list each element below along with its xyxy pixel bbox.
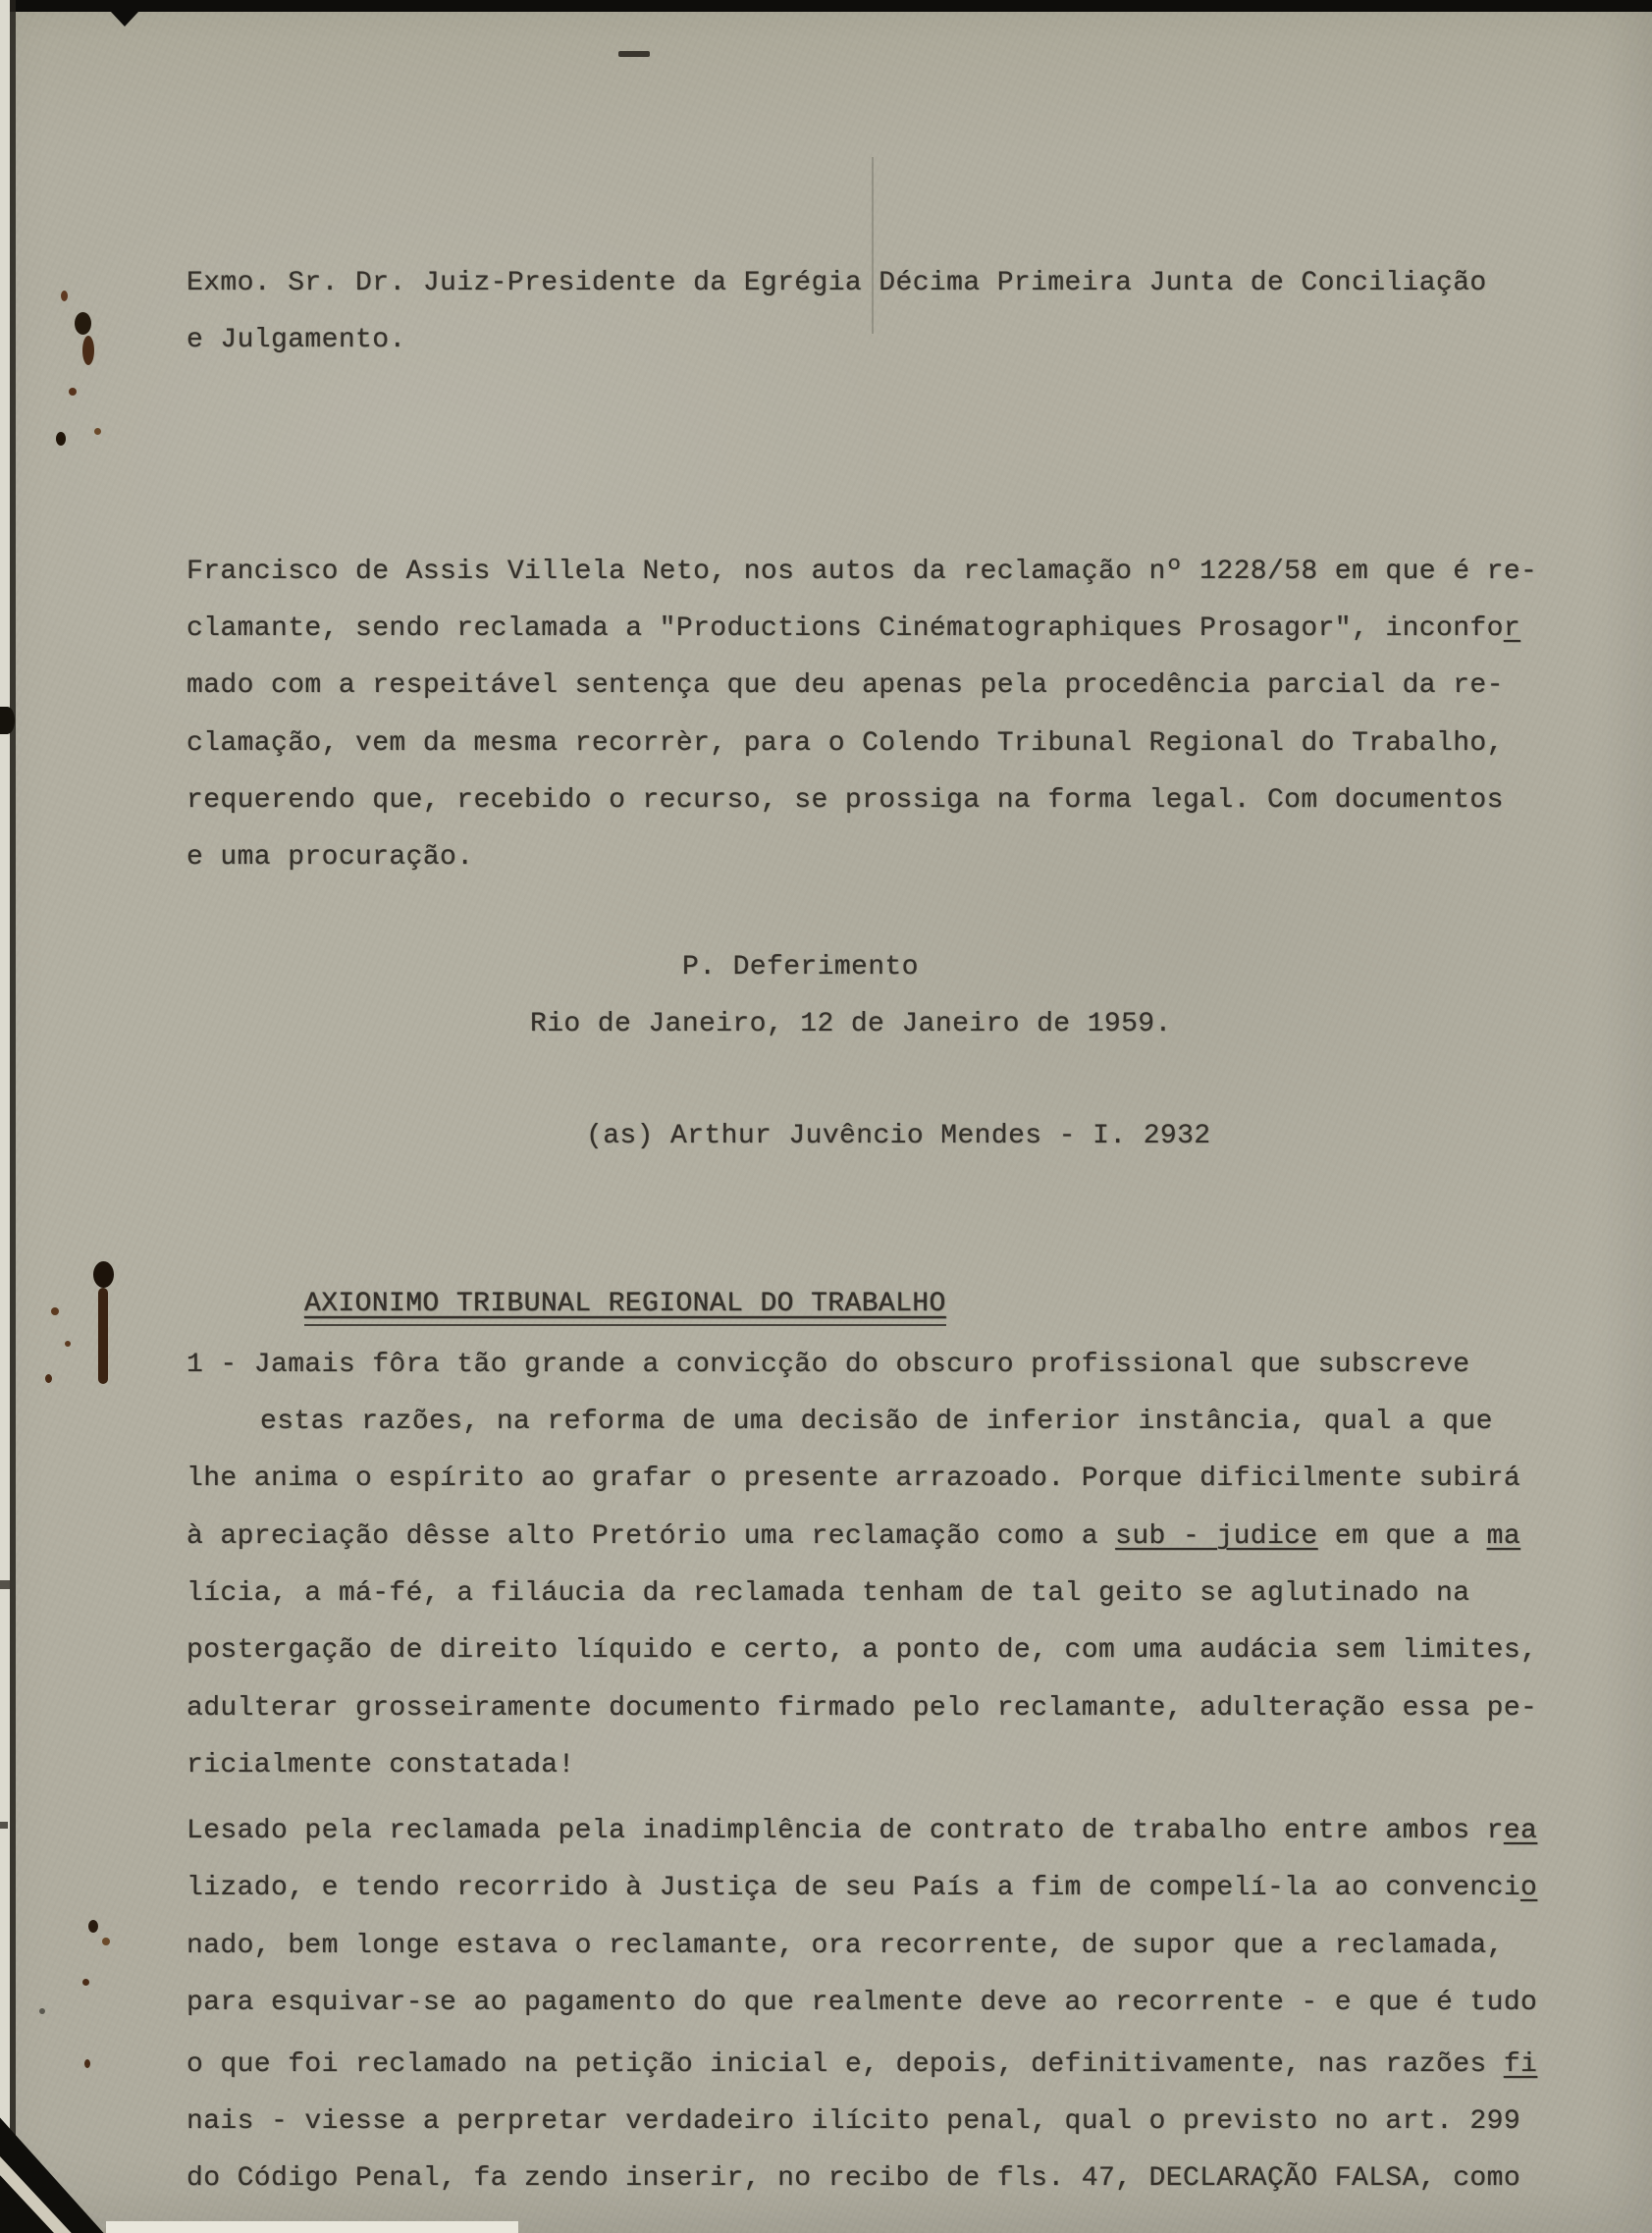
argument-line-13-underlined: fi: [1503, 2049, 1538, 2080]
section-heading: AXIONIMO TRIBUNAL REGIONAL DO TRABALHO: [304, 1288, 946, 1326]
opening-line-5: requerendo que, recebido o recurso, se prossiga na forma legal. Com documentos: [187, 785, 1504, 816]
opening-line-6: e uma procuração.: [187, 842, 474, 873]
argument-line-5: lícia, a má-fé, a filáucia da reclamada tenham de tal geito se aglutinado na: [187, 1578, 1470, 1609]
argument-line-13: [187, 2048, 1537, 2082]
argument-line-10: [187, 1872, 1537, 1905]
argument-line-11: nado, bem longe estava o reclamante, ora recorrente, de supor que a reclamada,: [187, 1931, 1504, 1961]
ink-blob: [75, 312, 91, 335]
argument-line-6: postergação de direito líquido e certo, a ponto de, com uma audácia sem limites,: [187, 1635, 1538, 1666]
paper-crease: [872, 157, 874, 334]
salutation-line-2: e Julgamento.: [187, 325, 406, 355]
scan-top-edge-notch: [111, 12, 138, 27]
opening-line-2-text: clamante, sendo reclamada a "Productions Cinématographiques Prosagor", inconfo: [187, 613, 1504, 644]
argument-line-3: lhe anima o espírito ao grafar o presente arrazoado. Porque dificilmente subirá: [187, 1463, 1521, 1494]
rust-stain: [51, 1307, 59, 1315]
argument-line-7: adulterar grosseiramente documento firmado pelo reclamante, adulteração essa pe-: [187, 1693, 1538, 1724]
argument-line-9-text: Lesado pela reclamada pela inadimplência de contrato de trabalho entre ambos r: [187, 1816, 1504, 1846]
argument-line-4: [187, 1520, 1520, 1554]
argument-line-14: nais - viesse a perpretar verdadeiro ilícito penal, qual o previsto no art. 299: [187, 2106, 1521, 2137]
argument-line-4-underlined: ma: [1486, 1521, 1521, 1552]
rust-stain: [94, 428, 101, 435]
opening-line-3: mado com a respeitável sentença que deu apenas pela procedência parcial da re-: [187, 670, 1504, 701]
salutation-line-1: Exmo. Sr. Dr. Juiz-Presidente da Egrégia Décima Primeira Junta de Conciliação: [187, 268, 1487, 298]
edge-mark: [0, 1580, 10, 1589]
argument-line-4-sub-judice: sub - judice: [1115, 1521, 1318, 1552]
argument-line-13-text: o que foi reclamado na petição inicial e, depois, definitivamente, nas razões: [187, 2049, 1504, 2080]
argument-line-15: do Código Penal, fa zendo inserir, no recibo de fls. 47, DECLARAÇÃO FALSA, como: [187, 2163, 1521, 2194]
argument-line-8: ricialmente constatada!: [187, 1750, 575, 1781]
opening-line-1: Francisco de Assis Villela Neto, nos autos da reclamação nº 1228/58 em que é re-: [187, 557, 1538, 587]
rust-stain: [82, 336, 94, 365]
opening-line-4: clamação, vem da mesma recorrèr, para o Colendo Tribunal Regional do Trabalho,: [187, 728, 1504, 759]
argument-line-2: estas razões, na reforma de uma decisão de inferior instância, qual a que: [260, 1407, 1493, 1437]
opening-line-2-underlined: r: [1503, 613, 1521, 644]
rust-stain: [65, 1341, 71, 1347]
argument-line-4-text-b: em que a: [1317, 1521, 1487, 1552]
rust-stain: [84, 2059, 90, 2068]
scan-left-edge-line: [10, 0, 16, 2233]
date-line: Rio de Janeiro, 12 de Janeiro de 1959.: [530, 1009, 1172, 1039]
ink-blob: [88, 1920, 98, 1933]
scan-bottom-edge: [106, 2221, 518, 2233]
rust-stain: [82, 1979, 89, 1986]
argument-line-9-underlined: ea: [1503, 1816, 1538, 1846]
argument-line-12: para esquivar-se ao pagamento do que realmente deve ao recorrente - e que é tudo: [187, 1988, 1538, 2018]
edge-mark: [0, 1822, 8, 1829]
argument-line-9: [187, 1815, 1537, 1848]
argument-line-4-text-a: à apreciação dêsse alto Pretório uma reclamação como a: [187, 1521, 1116, 1552]
ink-blob: [93, 1261, 114, 1288]
ink-blob: [0, 707, 15, 734]
argument-line-10-text: lizado, e tendo recorrido à Justiça de seu País a fim de compelí-la ao convenci: [187, 1873, 1521, 1903]
rust-stain: [45, 1374, 52, 1383]
rust-stain: [61, 291, 68, 301]
argument-line-10-underlined: o: [1520, 1873, 1538, 1903]
rust-stain: [98, 1288, 108, 1384]
scan-left-edge: [0, 0, 10, 2233]
rust-stain: [39, 2008, 45, 2014]
deferimento-line: P. Deferimento: [682, 952, 919, 983]
scan-top-edge: [0, 0, 1652, 12]
ink-blob: [56, 432, 66, 446]
pen-dash-mark: [618, 51, 650, 57]
argument-line-1: 1 - Jamais fôra tão grande a convicção do obscuro profissional que subscreve: [187, 1350, 1470, 1380]
opening-line-2: [187, 612, 1520, 646]
rust-stain: [102, 1938, 110, 1945]
rust-stain: [69, 388, 77, 396]
signature-line: (as) Arthur Juvêncio Mendes - I. 2932: [586, 1121, 1211, 1151]
